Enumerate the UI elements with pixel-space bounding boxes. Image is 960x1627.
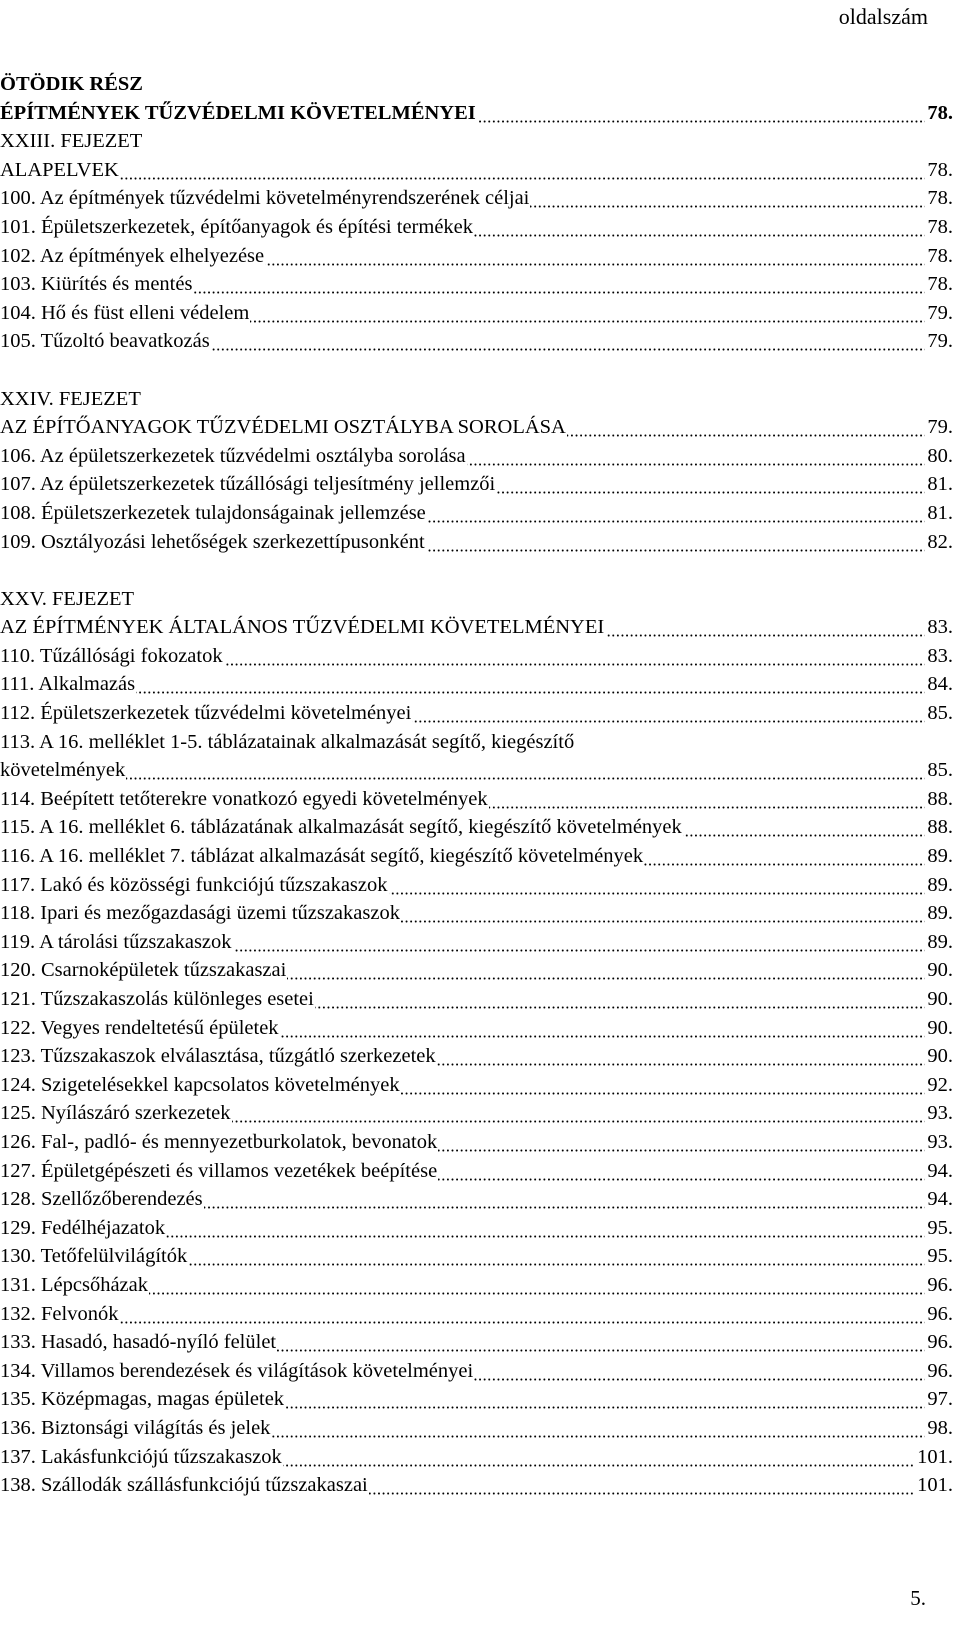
- toc-entry-title: 105. Tűzoltó beavatkozás: [0, 330, 210, 353]
- toc-entry-title: 117. Lakó és közösségi funkciójú tűzszakaszok: [0, 873, 388, 896]
- toc-entry-page-number: 81.: [925, 470, 953, 499]
- toc-entry-page-number: 79.: [925, 413, 953, 442]
- toc-entry[interactable]: [0, 1014, 953, 1043]
- toc-entry-page-number: 89.: [925, 899, 953, 928]
- toc-entry[interactable]: [0, 585, 953, 614]
- toc-entry[interactable]: [0, 928, 953, 957]
- toc-entry-title: 107. Az épületszerkezetek tűzállósági teljesítmény jellemzői: [0, 473, 496, 496]
- toc-entry-title: 124. Szigetelésekkel kapcsolatos követelmények: [0, 1073, 400, 1096]
- toc-entry-page-number: 97.: [925, 1385, 953, 1414]
- toc-entry-title: 116. A 16. melléklet 7. táblázat alkalmazását segítő, kiegészítő követelmények: [0, 845, 644, 868]
- toc-entry-title: 134. Villamos berendezések és világítások követelményei: [0, 1359, 474, 1382]
- toc-entry[interactable]: [0, 1042, 953, 1071]
- toc-entry-page-number: 90.: [925, 1014, 953, 1043]
- toc-entry-title: 101. Épületszerkezetek, építőanyagok és építési termékek: [0, 215, 474, 238]
- toc-entry[interactable]: [0, 1471, 953, 1500]
- toc-entry-title: 109. Osztályozási lehetőségek szerkezettípusonként: [0, 530, 425, 553]
- toc-entry-page-number: 90.: [925, 1042, 953, 1071]
- toc-entry-page-number: 78.: [925, 242, 953, 271]
- toc-entry-title: 102. Az építmények elhelyezése: [0, 244, 265, 267]
- toc-entry-title: 110. Tűzállósági fokozatok: [0, 644, 223, 667]
- toc-entry-title: 130. Tetőfelülvilágítók: [0, 1245, 188, 1268]
- toc-entry[interactable]: [0, 299, 953, 328]
- toc-entry[interactable]: [0, 1271, 953, 1300]
- toc-entry-title: 118. Ipari és mezőgazdasági üzemi tűzszakaszok: [0, 902, 400, 925]
- toc-entry-page-number: 98.: [925, 1414, 953, 1443]
- toc-entry[interactable]: [0, 499, 953, 528]
- toc-entry-title: 104. Hő és füst elleni védelem: [0, 301, 250, 324]
- toc-entry[interactable]: [0, 871, 953, 900]
- toc-entry[interactable]: [0, 270, 953, 299]
- toc-entry[interactable]: [0, 1328, 953, 1357]
- toc-entry-title: 115. A 16. melléklet 6. táblázatának alkalmazását segítő, kiegészítő követelmények: [0, 816, 682, 839]
- toc-entry-title: 121. Tűzszakaszolás különleges esetei: [0, 988, 314, 1010]
- toc-entry[interactable]: [0, 70, 953, 99]
- toc-entry[interactable]: [0, 899, 953, 928]
- toc-entry-title: XXIV. FEJEZET: [0, 387, 141, 410]
- toc-entry[interactable]: [0, 1300, 953, 1329]
- toc-entry-title: XXV. FEJEZET: [0, 587, 135, 610]
- toc-entry[interactable]: [0, 1185, 953, 1214]
- toc-entry-page-number: 83.: [925, 642, 953, 671]
- toc-entry-title: 129. Fedélhéjazatok: [0, 1216, 166, 1239]
- toc-entry-title: 131. Lépcsőházak: [0, 1273, 148, 1296]
- toc-entry-title: 100. Az építmények tűzvédelmi követelményrendszerének céljai: [0, 187, 530, 210]
- toc-entry-title: 111. Alkalmazás: [0, 673, 136, 696]
- toc-entry-title: AZ ÉPÍTŐANYAGOK TŰZVÉDELMI OSZTÁLYBA SOROLÁSA: [0, 416, 566, 439]
- toc-entry[interactable]: [0, 127, 953, 156]
- toc-entry-page-number: 82.: [925, 528, 953, 557]
- toc-entry-title: 113. A 16. melléklet 1-5. táblázatainak alkalmazását segítő, kiegészítő: [0, 730, 575, 753]
- toc-entry-page-number: 88.: [925, 785, 953, 814]
- toc-entry[interactable]: [0, 413, 953, 442]
- toc-entry-title: 128. Szellőzőberendezés: [0, 1188, 203, 1211]
- toc-entry[interactable]: [0, 470, 953, 499]
- toc-entry-title: 114. Beépített tetőterekre vonatkozó egyedi követelmények: [0, 787, 488, 810]
- toc-entry[interactable]: [0, 985, 953, 1014]
- toc-entry-page-number: 96.: [925, 1300, 953, 1329]
- toc-entry[interactable]: [0, 327, 953, 356]
- toc-entry[interactable]: [0, 1157, 953, 1186]
- toc-entry-page-number: 94.: [925, 1185, 953, 1214]
- toc-entry-page-number: 79.: [925, 327, 953, 356]
- toc-entry[interactable]: [0, 1443, 953, 1472]
- toc-entry-page-number: 89.: [925, 842, 953, 871]
- toc-entry-title: ÉPÍTMÉNYEK TŰZVÉDELMI KÖVETELMÉNYEI: [0, 101, 476, 124]
- toc-entry-page-number: 96.: [925, 1357, 953, 1386]
- toc-entry-page-number: 78.: [925, 156, 953, 185]
- toc-entry-page-number: 85.: [925, 756, 953, 785]
- toc-entry-page-number: 83.: [925, 613, 953, 642]
- toc-entry[interactable]: [0, 785, 953, 814]
- toc-entry-page-number: 79.: [925, 299, 953, 328]
- toc-entry-title: 126. Fal-, padló- és mennyezetburkolatok, bevonatok: [0, 1130, 438, 1153]
- toc-entry-title: 133. Hasadó, hasadó-nyíló felület: [0, 1331, 277, 1354]
- toc-entry-page-number: 96.: [925, 1328, 953, 1357]
- toc-entry-title: 122. Vegyes rendeltetésű épületek: [0, 1016, 279, 1039]
- toc-entry[interactable]: [0, 842, 953, 871]
- toc-entry-title: AZ ÉPÍTMÉNYEK ÁLTALÁNOS TŰZVÉDELMI KÖVETELMÉNYEI: [0, 616, 605, 639]
- toc-entry-page-number: 90.: [925, 956, 953, 985]
- toc-entry[interactable]: [0, 385, 953, 414]
- page-header-label: oldalszám: [838, 4, 928, 29]
- toc-entry-page-number: 78.: [925, 184, 953, 213]
- toc-entry-page-number: 78.: [925, 213, 953, 242]
- toc-entry-title: 103. Kiürítés és mentés: [0, 273, 193, 296]
- toc-entry-title: 125. Nyílászáró szerkezetek: [0, 1102, 231, 1125]
- toc-entry-title: 119. A tárolási tűzszakaszok: [0, 930, 232, 953]
- toc-entry[interactable]: [0, 1214, 953, 1243]
- toc-entry[interactable]: [0, 1128, 953, 1157]
- toc-entry-title: 132. Felvonók: [0, 1302, 119, 1325]
- toc-entry-page-number: 101.: [915, 1471, 953, 1500]
- toc-entry-page-number: 85.: [925, 699, 953, 728]
- toc-entry-title: 120. Csarnoképületek tűzszakaszai: [0, 959, 287, 982]
- toc-entry[interactable]: [0, 1071, 953, 1100]
- toc-entry[interactable]: [0, 442, 953, 471]
- toc-entry[interactable]: [0, 1357, 953, 1386]
- toc-entry-page-number: 78.: [925, 99, 953, 128]
- toc-entry-title: 112. Épületszerkezetek tűzvédelmi követelményei: [0, 702, 412, 725]
- toc-entry-page-number: 78.: [925, 270, 953, 299]
- toc-entry-title: 127. Épületgépészeti és villamos vezetékek beépítése: [0, 1159, 438, 1182]
- toc-entry[interactable]: [0, 1099, 953, 1128]
- toc-entry-page-number: 84.: [925, 670, 953, 699]
- toc-entry[interactable]: [0, 813, 953, 842]
- toc-entry-title: 135. Középmagas, magas épületek: [0, 1388, 285, 1411]
- toc-entry-page-number: 90.: [925, 985, 953, 1014]
- toc-entry-page-number: 89.: [925, 928, 953, 957]
- toc-entry[interactable]: [0, 756, 953, 785]
- toc-entry[interactable]: [0, 156, 953, 185]
- toc-entry[interactable]: [0, 99, 953, 128]
- page-number: 5.: [910, 1586, 926, 1610]
- toc-entry[interactable]: [0, 699, 953, 728]
- toc-entry-page-number: 93.: [925, 1099, 953, 1128]
- toc-entry[interactable]: [0, 613, 953, 642]
- toc-entry-page-number: 101.: [915, 1443, 953, 1472]
- toc-entry[interactable]: [0, 1242, 953, 1271]
- toc-entry-title: 106. Az épületszerkezetek tűzvédelmi osztályba sorolása: [0, 444, 466, 467]
- toc-entry[interactable]: [0, 728, 953, 757]
- toc-entry-title: ALAPELVEK: [0, 158, 119, 181]
- toc-entry[interactable]: [0, 642, 953, 671]
- toc-entry[interactable]: [0, 242, 953, 271]
- toc-entry[interactable]: [0, 1414, 953, 1443]
- toc-entry-page-number: 96.: [925, 1271, 953, 1300]
- toc-entry[interactable]: [0, 184, 953, 213]
- toc-entry-page-number: 80.: [925, 442, 953, 471]
- toc-entry[interactable]: [0, 956, 953, 985]
- toc-entry-title: 137. Lakásfunkciójú tűzszakaszok: [0, 1445, 282, 1468]
- toc-entry-title: XXIII. FEJEZET: [0, 130, 143, 153]
- toc-entry-title: 136. Biztonsági világítás és jelek: [0, 1416, 271, 1439]
- toc-entry-title: 108. Épületszerkezetek tulajdonságainak jellemzése: [0, 501, 426, 524]
- toc-entry-title: 123. Tűzszakaszok elválasztása, tűzgátló szerkezetek: [0, 1045, 436, 1068]
- toc-entry-title: követelmények: [0, 759, 126, 782]
- toc-entry-page-number: 92.: [925, 1071, 953, 1100]
- toc-entry-page-number: 95.: [925, 1242, 953, 1271]
- table-of-contents: [0, 70, 953, 1500]
- toc-entry[interactable]: [0, 670, 953, 699]
- toc-entry-page-number: 93.: [925, 1128, 953, 1157]
- toc-entry-title: 138. Szállodák szállásfunkciójú tűzszakaszai: [0, 1474, 368, 1497]
- toc-entry-page-number: 89.: [925, 871, 953, 900]
- toc-entry-title: ÖTÖDIK RÉSZ: [0, 73, 143, 95]
- toc-entry-page-number: 94.: [925, 1157, 953, 1186]
- toc-entry[interactable]: [0, 1385, 953, 1414]
- toc-entry-page-number: 95.: [925, 1214, 953, 1243]
- toc-entry-page-number: 81.: [925, 499, 953, 528]
- toc-entry-page-number: 88.: [925, 813, 953, 842]
- toc-entry[interactable]: [0, 213, 953, 242]
- toc-entry[interactable]: [0, 528, 953, 557]
